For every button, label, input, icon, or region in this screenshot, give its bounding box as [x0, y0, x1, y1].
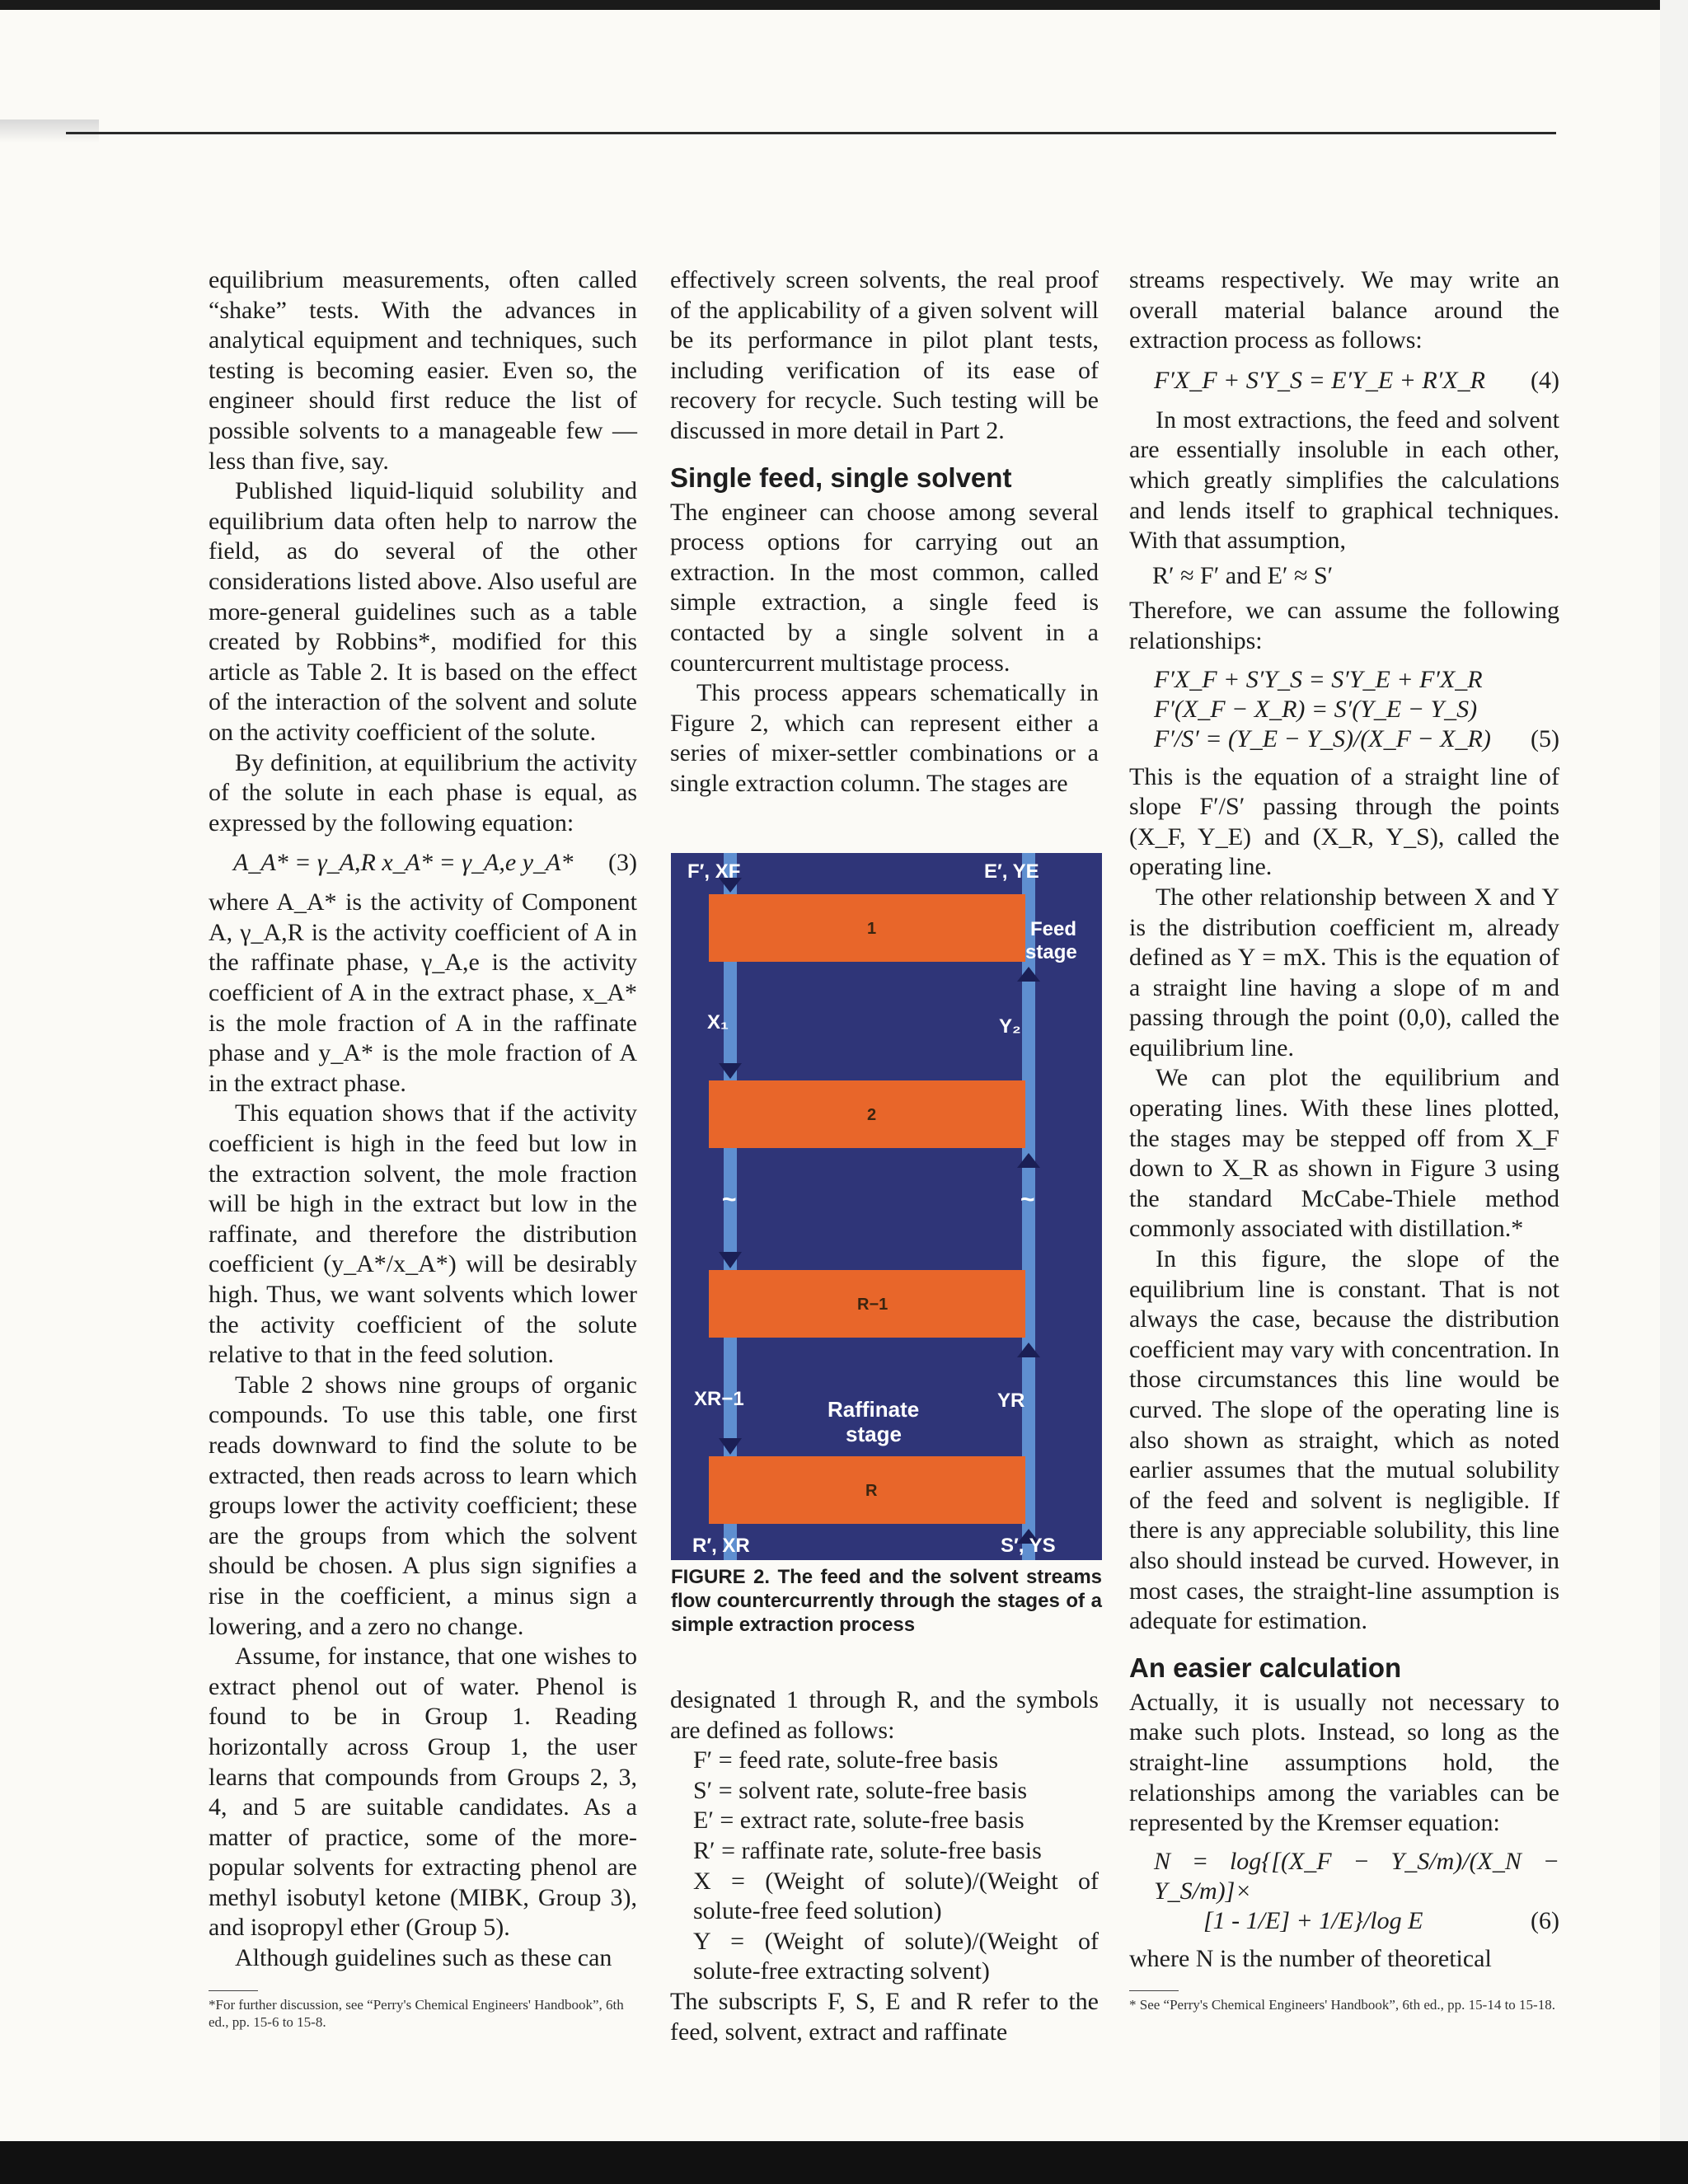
paragraph: designated 1 through R, and the symbols are defined as follows: [670, 1686, 1099, 1744]
paragraph: Although guidelines such as these can [235, 1944, 612, 1972]
break-symbol: ~ [722, 1186, 737, 1213]
section-heading: Single feed, single solvent [670, 462, 1012, 493]
section-heading: An easier calculation [1129, 1652, 1402, 1683]
label-raffinate-stage-1: Raffinate [828, 1397, 920, 1422]
paragraph: Published liquid-liquid solubility and equilibrium data often help to narrow the field, as do several of the other considerations listed above. Also useful are more-general guidelines such as a table created by Robbins*, modified for this article as Table 2. It is based on the effect of the interaction of the solvent and solute on the activity coefficient of the solute. [209, 477, 637, 746]
definition-item: E′ = extract rate, solute-free basis [693, 1807, 1025, 1835]
label-extract-out: E′, YE [984, 860, 1039, 883]
page-fold-shadow [0, 120, 99, 143]
equation-text: F′/S′ = (Y_E − Y_S)/(X_F − X_R) [1154, 724, 1491, 752]
equation-text: [1 - 1/E] + 1/E}/log E [1203, 1906, 1423, 1934]
break-symbol: ~ [1020, 1186, 1035, 1213]
paragraph: equilibrium measurements, often called “shake” tests. With the advances in analytical equipment and techniques, such testing is becoming easier. Even so, the engineer should first reduce the list of possible solvents to a manageable few — less than five, say. [209, 266, 637, 475]
equation-text: F′X_F + S′Y_S = E′Y_E + R′X_R [1154, 366, 1485, 394]
paragraph: This equation shows that if the activity coefficient is high in the feed but low in the extraction solvent, the mole fraction will be high in the extract but low in the raffinate, and therefore the distribution coefficient (y_A*/x_A*) will be desirably high. Thus, we want solvents which lower the activity coefficient of the solute relative to that in the feed solution. [209, 1099, 637, 1369]
paragraph: Actually, it is usually not necessary to make such plots. Instead, so long as the straight-line assumptions hold, the relationships among the variables can be represented by the Kremser equation: [1129, 1688, 1559, 1837]
paragraph: This process appears schematically in Figure 2, which can represent either a series of mixer-settler combinations or a single extraction column. The stages are [670, 679, 1099, 797]
column-middle [670, 265, 1099, 799]
paragraph: We can plot the equilibrium and operating lines. With these lines plotted, the stages may be stepped off from X_F down to X_R as shown in Figure 3 using the standard McCabe-Thiele method commonly associated with distillation.* [1129, 1064, 1559, 1243]
equation-number: (6) [1531, 1906, 1559, 1934]
footnote: * See “Perry's Chemical Engineers' Handbook”, 6th ed., pp. 15-14 to 15-18. [1129, 1997, 1555, 2013]
paragraph: The subscripts F, S, E and R refer to the feed, solvent, extract and raffinate [670, 1987, 1099, 2046]
paragraph: Assume, for instance, that one wishes to extract phenol out of water. Phenol is found to be in Group 1. Reading horizontally across Group 1, the user learns that compounds from Groups 2, 3, 4, and 5 are suitable candidates. As a matter of practice, some of the more- popular solvents for extracting phenol are methyl isobutyl ketone (MIBK, Group 3), and isopropyl ether (Group 5). [209, 1643, 637, 1942]
bottom-edge [0, 2141, 1688, 2184]
figure-2 [671, 853, 1103, 1636]
paragraph: By definition, at equilibrium the activity of the solute in each phase is equal, as expressed by the following equation: [209, 748, 637, 837]
label-xr1: XR−1 [694, 1388, 744, 1410]
definition-item: S′ = solvent rate, solute-free basis [693, 1776, 1028, 1804]
label-feed-stage-1: Feed [1030, 918, 1077, 940]
paragraph: where A_A* is the activity of Component A, γ_A,R is the activity coefficient of A in the raffinate phase, γ_A,e is the activity coefficient of A in the extract phase, x_A* is the mole fraction of A in the raffinate phase and y_A* is the mole fraction of A in the extract phase. [209, 888, 637, 1097]
approximation: R′ ≈ F′ and E′ ≈ S′ [1152, 561, 1334, 589]
definition-item: F′ = feed rate, solute-free basis [693, 1746, 999, 1774]
equation-number: (3) [608, 849, 637, 877]
equation-number: (5) [1531, 724, 1559, 752]
label-stage-r: R [865, 1482, 878, 1500]
label-stage-2: 2 [867, 1106, 877, 1124]
label-stage-1: 1 [867, 920, 877, 938]
label-yr: YR [997, 1390, 1025, 1412]
equation-line: N = log{[(X_F − Y_S/m)/(X_N − Y_S/m)]× [1154, 1847, 1559, 1905]
paragraph: where N is the number of theoretical [1129, 1944, 1492, 1972]
label-stage-r-1: R−1 [857, 1296, 889, 1314]
equation-line-2 [1129, 1906, 1559, 1936]
definition-item: X = (Weight of solute)/(Weight of solute-free feed solution) [693, 1867, 1099, 1925]
label-solvent-in: S′, YS [1001, 1535, 1056, 1557]
caption-text: The feed and the solvent streams flow countercurrently through the stages of a simple extraction process [671, 1566, 1103, 1636]
paragraph: streams respectively. We may write an overall material balance around the extraction process as follows: [1129, 266, 1559, 354]
label-raffinate-stage-2: stage [846, 1422, 902, 1446]
equation-5 [1129, 665, 1559, 754]
label-feed-in: F′, XF [687, 860, 741, 883]
definition-item: R′ = raffinate rate, solute-free basis [693, 1836, 1042, 1864]
page-edge [1660, 0, 1688, 2141]
header-rule [66, 132, 1556, 134]
paragraph: The other relationship between X and Y is the distribution coefficient m, already defined as Y = mX. This is the equation of a straight line having a slope of m and passing through the point (0,0), called the equilibrium line. [1129, 883, 1559, 1062]
label-y2: Y₂ [999, 1015, 1021, 1038]
paragraph: Therefore, we can assume the following relationships: [1129, 597, 1559, 654]
paragraph: Table 2 shows nine groups of organic compounds. To use this table, one first reads downward to find the solute to be extracted, then reads across to learn which groups lower the activity coefficient; these are the groups from which the solvent should be chosen. A plus sign signifies a rise in the coefficient, a minus sign a lowering, and a zero no change. [209, 1371, 637, 1640]
paragraph: The engineer can choose among several process options for carrying out an extraction. In the most common, called simple extraction, a single feed is contacted by a single solvent in a countercurrent multistage process. [670, 498, 1099, 677]
footnote-rule [209, 1990, 258, 1991]
equation-6 [1129, 1847, 1559, 1936]
paragraph: effectively screen solvents, the real proof of the applicability of a given solvent will be its performance in pilot plant tests, including verification of its ease of recovery for recycle. Such testing will be discussed in more detail in Part 2. [670, 266, 1099, 444]
caption-number: 2. [753, 1566, 771, 1588]
column-right [1129, 265, 1559, 2013]
figure-caption [671, 1565, 1102, 1637]
equation-text: A_A* = γ_A,R x_A* = γ_A,e y_A* [233, 849, 574, 877]
label-raffinate-out: R′, XR [692, 1535, 750, 1557]
label-feed-stage-2: stage [1025, 941, 1077, 963]
symbol-definitions [670, 1746, 1099, 1987]
paragraph: In most extractions, the feed and solvent are essentially insoluble in each other, which greatly simplifies the calculations and lends itself to graphical techniques. With that assumption, [1129, 405, 1559, 555]
column-middle-lower [670, 1685, 1099, 2047]
paragraph: This is the equation of a straight line of slope F′/S′ passing through the points (X_F, Y_E) and (X_R, Y_S), called the operating line. [1129, 762, 1559, 881]
extraction-diagram [671, 853, 1102, 1562]
caption-label: FIGURE [671, 1566, 746, 1588]
equation-line-3 [1129, 724, 1559, 754]
equation-line: F′X_F + S′Y_S = S′Y_E + F′X_R [1154, 665, 1483, 693]
definition-item: Y = (Weight of solute)/(Weight of solute-free extracting solvent) [693, 1927, 1099, 1985]
footnote: *For further discussion, see “Perry's Chemical Engineers' Handbook”, 6th ed., pp. 15-6 to 15-8. [209, 1996, 624, 2030]
equation-4 [1129, 361, 1559, 401]
label-x1: X₁ [707, 1011, 729, 1033]
paragraph: In this figure, the slope of the equilibrium line is constant. That is not always the case, because the distribution coefficient may vary with concentration. In those circumstances this line would be curved. The slope of the operating line is also shown as straight, which as noted earlier assumes that the mutual solubility of the feed and solvent is negligible. If there is any appreciable solubility, this line also should instead be curved. However, in most cases, the straight-line assumption is adequate for estimation. [1129, 1245, 1559, 1635]
top-edge [0, 0, 1688, 10]
column-left [209, 265, 637, 2031]
equation-3 [209, 843, 637, 883]
equation-line: F′(X_F − X_R) = S′(Y_E − Y_S) [1154, 695, 1478, 723]
footnote-rule [1129, 1990, 1179, 1991]
equation-number: (4) [1531, 366, 1559, 394]
